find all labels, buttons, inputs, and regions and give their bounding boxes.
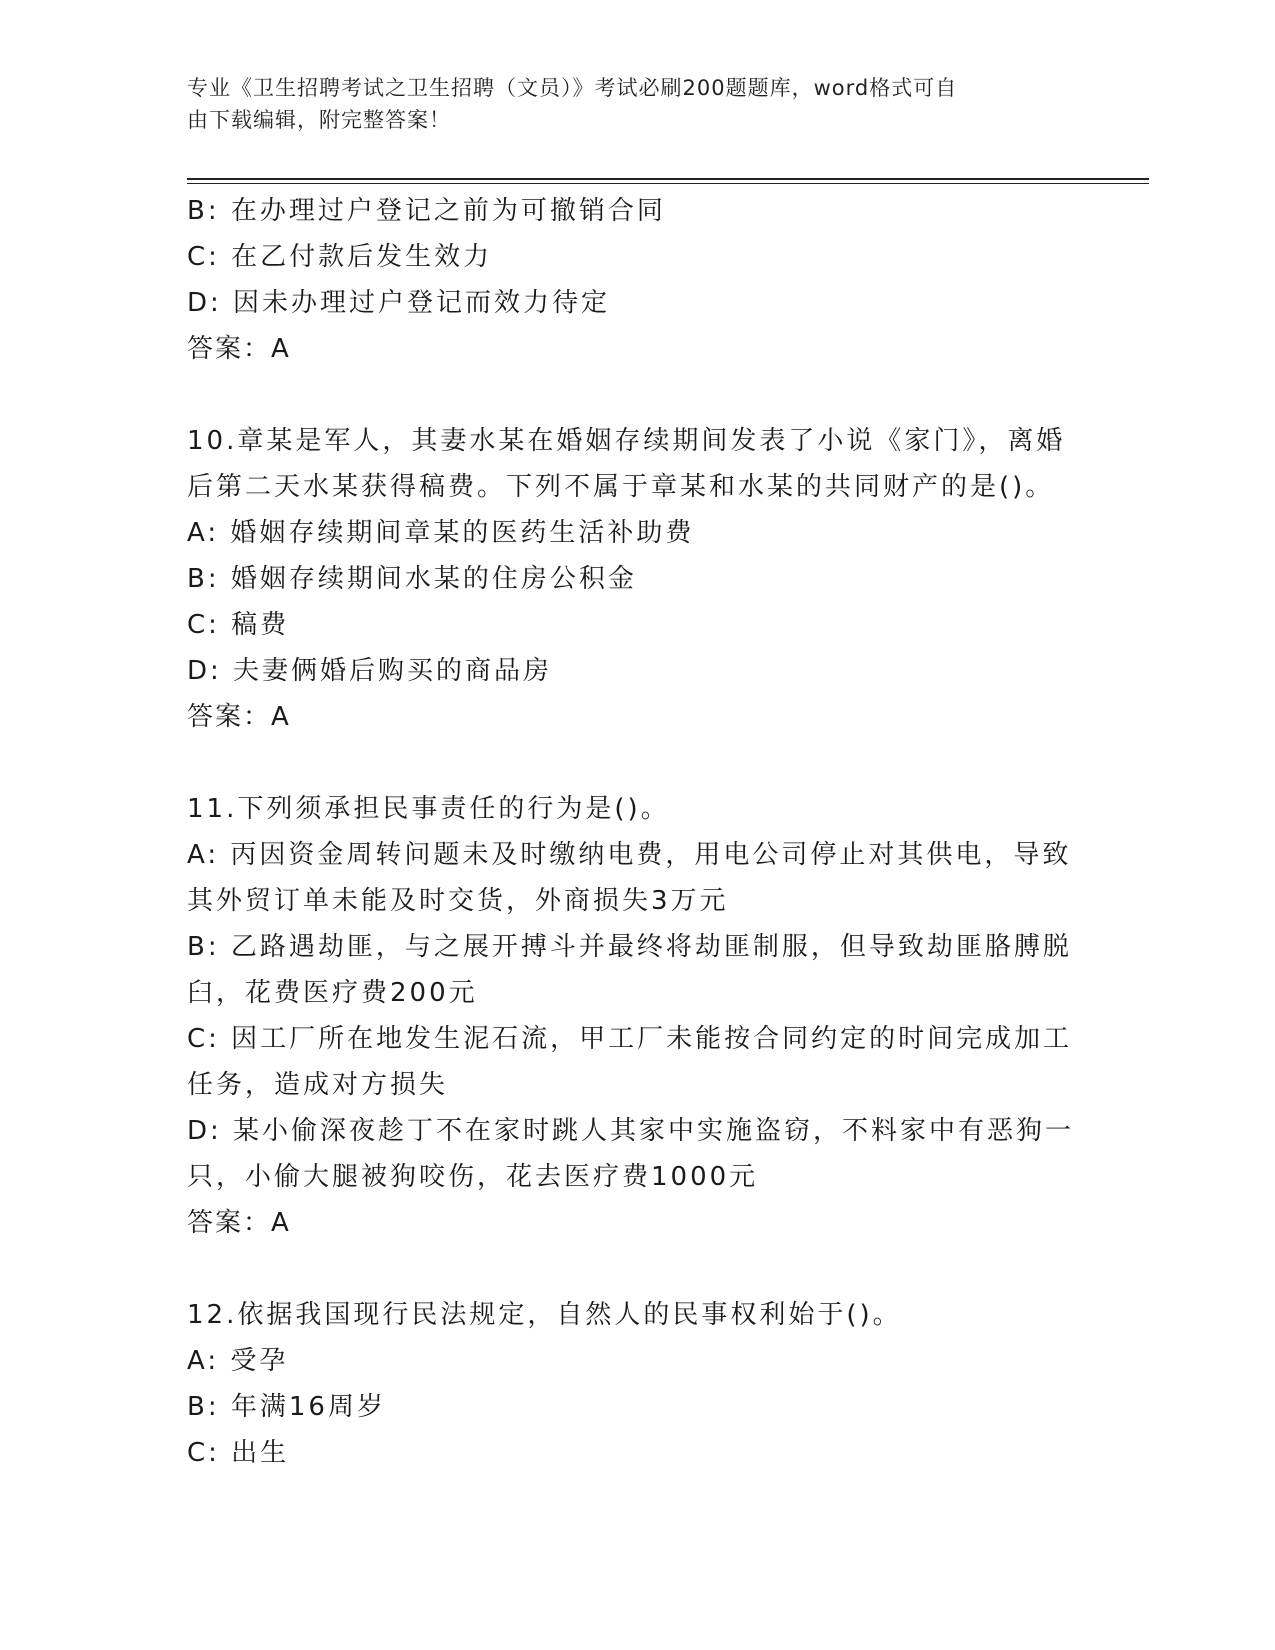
spacer [187, 372, 1087, 418]
option-a: A: 受孕 [187, 1346, 289, 1376]
option-b: B: 婚姻存续期间水某的住房公积金 [187, 564, 637, 594]
option-b: B: 乙路遇劫匪，与之展开搏斗并最终将劫匪制服，但导致劫匪胳膊脱 [187, 932, 1072, 962]
header-line-1: 专业《卫生招聘考试之卫生招聘（文员）》考试必刷200题题库，word格式可自 [187, 76, 958, 100]
option-b: B: 在办理过户登记之前为可撤销合同 [187, 196, 666, 226]
spacer [187, 740, 1087, 786]
header-rule-thin [187, 183, 1149, 184]
option-a: A: 婚姻存续期间章某的医药生活补助费 [187, 518, 695, 548]
question-stem: 12.依据我国现行民法规定，自然人的民事权利始于()。 [187, 1300, 902, 1330]
option-d-cont: 只，小偷大腿被狗咬伤，花去医疗费1000元 [187, 1162, 759, 1192]
question-list [187, 188, 1087, 1476]
question-9-tail [187, 188, 1087, 372]
answer-line: 答案：A [187, 1208, 291, 1238]
option-c: C: 在乙付款后发生效力 [187, 242, 493, 272]
question-12 [187, 1292, 1087, 1476]
question-stem: 11.下列须承担民事责任的行为是()。 [187, 794, 670, 824]
option-c: C: 出生 [187, 1438, 290, 1468]
question-11 [187, 786, 1087, 1246]
option-d: D: 某小偷深夜趁丁不在家时跳人其家中实施盗窃，不料家中有恶狗一 [187, 1116, 1075, 1146]
option-b-cont: 臼，花费医疗费200元 [187, 978, 478, 1008]
option-d: D: 因未办理过户登记而效力待定 [187, 288, 611, 318]
question-stem: 10.章某是军人，其妻水某在婚姻存续期间发表了小说《家门》，离婚 [187, 426, 1066, 456]
option-c: C: 因工厂所在地发生泥石流，甲工厂未能按合同约定的时间完成加工 [187, 1024, 1073, 1054]
option-a: A: 丙因资金周转问题未及时缴纳电费，用电公司停止对其供电，导致 [187, 840, 1072, 870]
option-a-cont: 其外贸订单未能及时交货，外商损失3万元 [187, 886, 729, 916]
answer-line: 答案：A [187, 334, 291, 364]
question-stem-cont: 后第二天水某获得稿费。下列不属于章某和水某的共同财产的是()。 [187, 472, 1055, 502]
question-10 [187, 418, 1087, 740]
option-c: C: 稿费 [187, 610, 290, 640]
answer-line: 答案：A [187, 702, 291, 732]
header-line-2: 由下载编辑，附完整答案！ [187, 108, 451, 132]
spacer [187, 1246, 1087, 1292]
option-d: D: 夫妻俩婚后购买的商品房 [187, 656, 553, 686]
document-header [187, 72, 1067, 136]
option-c-cont: 任务，造成对方损失 [187, 1070, 449, 1100]
option-b: B: 年满16周岁 [187, 1392, 386, 1422]
header-rule-thick [187, 178, 1149, 180]
